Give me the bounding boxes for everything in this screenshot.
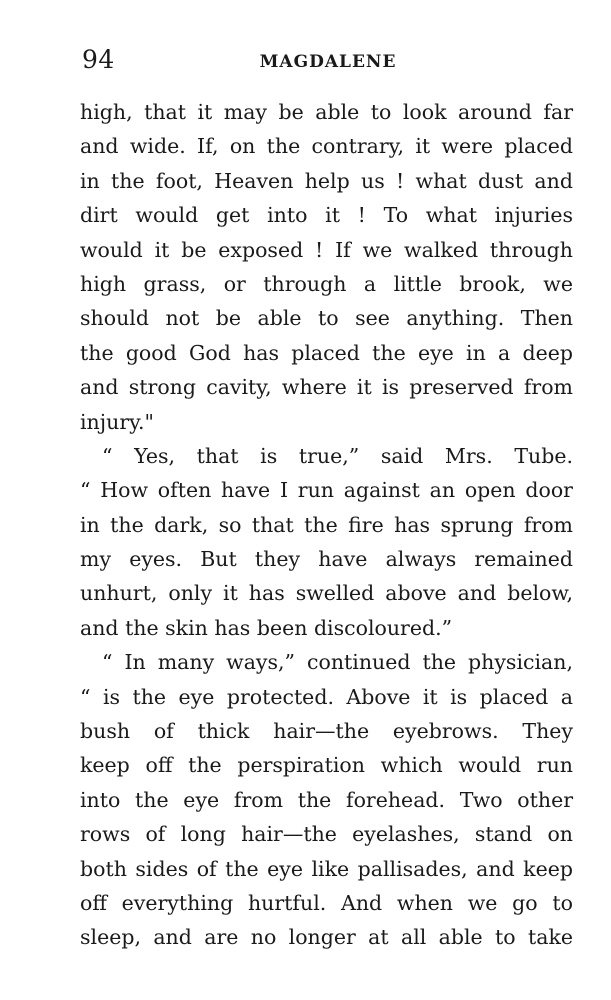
text-line: would it be exposed ! If we walked through bbox=[80, 237, 573, 262]
text-line: “ How often have I run against an open door bbox=[80, 478, 573, 503]
text-line: in the foot, Heaven help us ! what dust and bbox=[80, 168, 573, 193]
text-line: in the dark, so that the fire has sprung from bbox=[80, 512, 573, 537]
text-line: rows of long hair—the eyelashes, stand on bbox=[80, 822, 573, 847]
text-line: “ In many ways,” continued the physician, bbox=[102, 650, 573, 675]
text-line: should not be able to see anything. Then bbox=[80, 306, 573, 331]
text-line: and wide. If, on the contrary, it were placed bbox=[80, 134, 573, 159]
text-line: “ is the eye protected. Above it is placed a bbox=[80, 684, 573, 709]
text-line: off everything hurtful. And when we go to bbox=[80, 890, 573, 915]
text-line: “ Yes, that is true,” said Mrs. Tube. bbox=[102, 443, 573, 468]
text-line: bush of thick hair—the eyebrows. They bbox=[80, 719, 573, 744]
text-line: both sides of the eye like pallisades, and keep bbox=[80, 856, 573, 881]
page-header bbox=[82, 42, 574, 78]
body-text bbox=[80, 95, 573, 955]
text-line: and the skin has been discoloured.” bbox=[80, 615, 453, 640]
text-line: keep off the perspiration which would run bbox=[80, 753, 573, 778]
page-number: 94 bbox=[82, 45, 115, 74]
text-line: high, that it may be able to look around far bbox=[80, 100, 573, 124]
text-line: and strong cavity, where it is preserved from bbox=[80, 375, 573, 400]
text-line: high grass, or through a little brook, we bbox=[80, 271, 573, 296]
text-line: my eyes. But they have always remained bbox=[80, 547, 573, 572]
text-line: sleep, and are no longer at all able to take bbox=[80, 925, 573, 950]
text-line: dirt would get into it ! To what injuries bbox=[80, 203, 573, 228]
running-head: MAGDALENE bbox=[259, 52, 397, 72]
text-line: the good God has placed the eye in a deep bbox=[80, 340, 573, 365]
text-line: into the eye from the forehead. Two other bbox=[80, 787, 573, 812]
text-line: injury." bbox=[80, 409, 154, 434]
text-line: unhurt, only it has swelled above and below, bbox=[80, 581, 573, 606]
